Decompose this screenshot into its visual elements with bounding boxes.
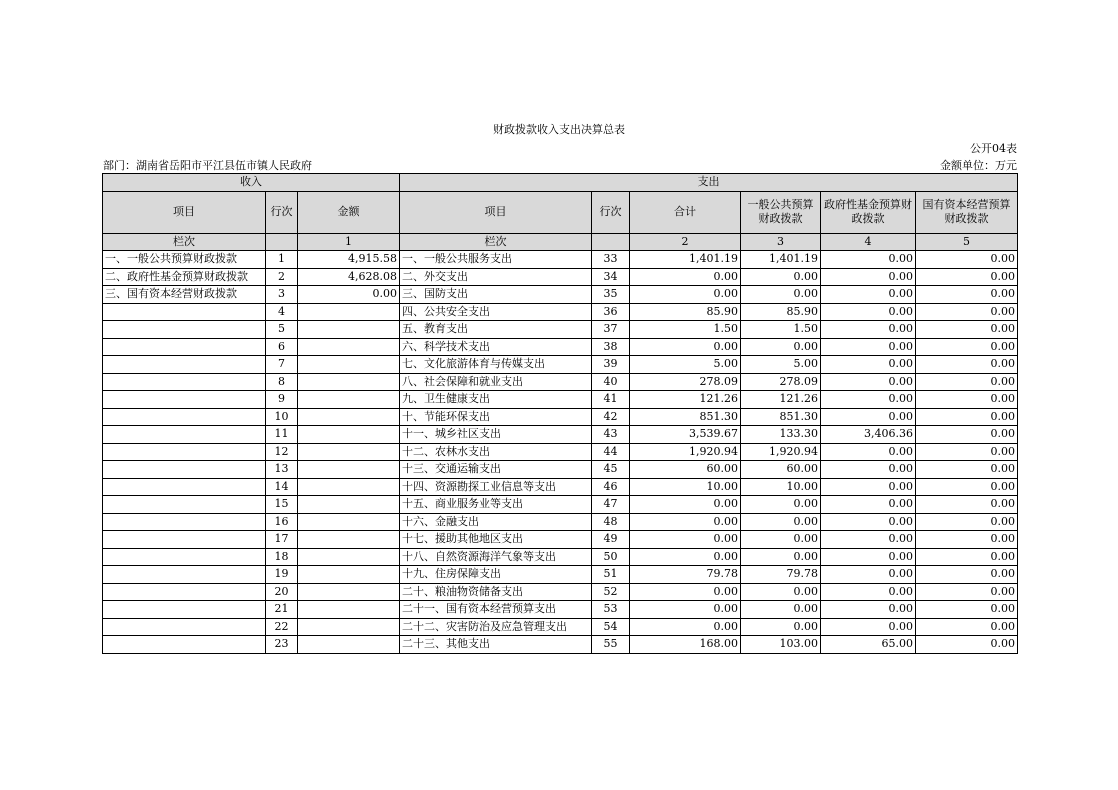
gov-fund-amount: 0.00 <box>821 356 916 374</box>
expense-item: 五、教育支出 <box>400 321 592 339</box>
income-item <box>103 513 266 531</box>
state-capital-amount: 0.00 <box>916 356 1018 374</box>
state-capital-amount: 0.00 <box>916 566 1018 584</box>
gov-fund-amount: 0.00 <box>821 531 916 549</box>
income-amount: 4,915.58 <box>298 251 400 269</box>
expense-item: 三、国防支出 <box>400 286 592 304</box>
general-budget-amount: 5.00 <box>741 356 821 374</box>
gov-fund-amount: 0.00 <box>821 513 916 531</box>
expense-item: 二十三、其他支出 <box>400 636 592 654</box>
income-line-no: 17 <box>266 531 298 549</box>
state-capital-header: 国有资本经营预算财政拨款 <box>916 191 1018 233</box>
table-row <box>103 531 1018 549</box>
total-amount: 3,539.67 <box>630 426 741 444</box>
state-capital-amount: 0.00 <box>916 408 1018 426</box>
income-amount <box>298 601 400 619</box>
state-capital-amount: 0.00 <box>916 373 1018 391</box>
total-amount: 0.00 <box>630 338 741 356</box>
income-amount <box>298 636 400 654</box>
expense-line-header: 行次 <box>592 191 630 233</box>
budget-table <box>102 173 1018 654</box>
income-line-no: 15 <box>266 496 298 514</box>
table-row <box>103 583 1018 601</box>
expense-item: 十二、农林水支出 <box>400 443 592 461</box>
income-line-no: 9 <box>266 391 298 409</box>
table-row <box>103 356 1018 374</box>
general-budget-amount: 0.00 <box>741 531 821 549</box>
state-capital-amount: 0.00 <box>916 583 1018 601</box>
col-index-5: 5 <box>916 233 1018 251</box>
state-capital-amount: 0.00 <box>916 391 1018 409</box>
gov-fund-header: 政府性基金预算财政拨款 <box>821 191 916 233</box>
col-index-2: 2 <box>630 233 741 251</box>
table-row <box>103 408 1018 426</box>
col-index-3: 3 <box>741 233 821 251</box>
income-line-no: 7 <box>266 356 298 374</box>
state-capital-amount: 0.00 <box>916 461 1018 479</box>
income-item <box>103 566 266 584</box>
expense-line-no: 47 <box>592 496 630 514</box>
total-amount: 10.00 <box>630 478 741 496</box>
general-budget-amount: 60.00 <box>741 461 821 479</box>
department-label: 部门：湖南省岳阳市平江县伍市镇人民政府 <box>103 159 312 172</box>
expense-item: 二十、粮油物资储备支出 <box>400 583 592 601</box>
total-amount: 168.00 <box>630 636 741 654</box>
general-budget-amount: 0.00 <box>741 513 821 531</box>
total-amount: 0.00 <box>630 548 741 566</box>
expense-line-no: 40 <box>592 373 630 391</box>
expense-line-no: 41 <box>592 391 630 409</box>
income-line-no: 3 <box>266 286 298 304</box>
table-row <box>103 548 1018 566</box>
expense-line-no: 33 <box>592 251 630 269</box>
income-amount <box>298 408 400 426</box>
state-capital-amount: 0.00 <box>916 303 1018 321</box>
income-amount <box>298 496 400 514</box>
table-row <box>103 286 1018 304</box>
income-amount-header: 金额 <box>298 191 400 233</box>
table-row <box>103 566 1018 584</box>
gov-fund-amount: 0.00 <box>821 566 916 584</box>
income-line-no: 13 <box>266 461 298 479</box>
income-item <box>103 391 266 409</box>
col-index-blank <box>266 233 298 251</box>
expense-item: 十六、金融支出 <box>400 513 592 531</box>
income-item <box>103 303 266 321</box>
gov-fund-amount: 0.00 <box>821 268 916 286</box>
table-body <box>103 251 1018 654</box>
total-amount: 121.26 <box>630 391 741 409</box>
expense-line-no: 38 <box>592 338 630 356</box>
total-amount: 5.00 <box>630 356 741 374</box>
total-amount: 1,920.94 <box>630 443 741 461</box>
expense-item: 十八、自然资源海洋气象等支出 <box>400 548 592 566</box>
expense-item: 二十二、灾害防治及应急管理支出 <box>400 618 592 636</box>
expense-line-no: 53 <box>592 601 630 619</box>
income-amount <box>298 321 400 339</box>
expense-line-no: 42 <box>592 408 630 426</box>
header-row-columns <box>103 191 1018 233</box>
total-amount: 1,401.19 <box>630 251 741 269</box>
expense-line-no: 45 <box>592 461 630 479</box>
gov-fund-amount: 0.00 <box>821 461 916 479</box>
gov-fund-amount: 65.00 <box>821 636 916 654</box>
table-row <box>103 636 1018 654</box>
expense-item: 九、卫生健康支出 <box>400 391 592 409</box>
general-budget-amount: 85.90 <box>741 303 821 321</box>
gov-fund-amount: 0.00 <box>821 443 916 461</box>
expense-item: 六、科学技术支出 <box>400 338 592 356</box>
income-item <box>103 531 266 549</box>
table-row <box>103 303 1018 321</box>
table-row <box>103 478 1018 496</box>
col-label-expense: 栏次 <box>400 233 592 251</box>
general-budget-amount: 0.00 <box>741 601 821 619</box>
expense-line-no: 52 <box>592 583 630 601</box>
general-budget-amount: 0.00 <box>741 583 821 601</box>
income-amount: 4,628.08 <box>298 268 400 286</box>
income-amount <box>298 513 400 531</box>
report-title: 财政拨款收入支出决算总表 <box>493 123 625 136</box>
expense-line-no: 37 <box>592 321 630 339</box>
general-budget-amount: 0.00 <box>741 548 821 566</box>
state-capital-amount: 0.00 <box>916 496 1018 514</box>
state-capital-amount: 0.00 <box>916 443 1018 461</box>
income-item <box>103 496 266 514</box>
income-amount <box>298 566 400 584</box>
general-budget-amount: 133.30 <box>741 426 821 444</box>
gov-fund-amount: 0.00 <box>821 548 916 566</box>
income-line-no: 1 <box>266 251 298 269</box>
state-capital-amount: 0.00 <box>916 531 1018 549</box>
general-budget-amount: 1,920.94 <box>741 443 821 461</box>
general-budget-amount: 10.00 <box>741 478 821 496</box>
income-amount <box>298 303 400 321</box>
general-budget-amount: 851.30 <box>741 408 821 426</box>
total-amount: 1.50 <box>630 321 741 339</box>
general-budget-amount: 0.00 <box>741 338 821 356</box>
expense-line-no: 43 <box>592 426 630 444</box>
income-amount <box>298 373 400 391</box>
table-row <box>103 338 1018 356</box>
gov-fund-amount: 0.00 <box>821 286 916 304</box>
income-item <box>103 601 266 619</box>
table-row <box>103 461 1018 479</box>
gov-fund-amount: 3,406.36 <box>821 426 916 444</box>
income-item <box>103 636 266 654</box>
income-item <box>103 373 266 391</box>
expense-line-no: 44 <box>592 443 630 461</box>
table-row <box>103 391 1018 409</box>
total-amount: 0.00 <box>630 601 741 619</box>
col-index-1: 1 <box>298 233 400 251</box>
col-index-4: 4 <box>821 233 916 251</box>
expense-line-no: 35 <box>592 286 630 304</box>
income-item <box>103 461 266 479</box>
expense-item: 十五、商业服务业等支出 <box>400 496 592 514</box>
total-amount: 79.78 <box>630 566 741 584</box>
expense-item: 十一、城乡社区支出 <box>400 426 592 444</box>
income-amount <box>298 443 400 461</box>
state-capital-amount: 0.00 <box>916 338 1018 356</box>
gov-fund-amount: 0.00 <box>821 601 916 619</box>
total-amount: 85.90 <box>630 303 741 321</box>
general-budget-amount: 121.26 <box>741 391 821 409</box>
expense-line-no: 39 <box>592 356 630 374</box>
income-header: 收入 <box>103 174 400 192</box>
total-amount: 0.00 <box>630 513 741 531</box>
col-label-income: 栏次 <box>103 233 266 251</box>
income-line-no: 18 <box>266 548 298 566</box>
expense-header: 支出 <box>400 174 1018 192</box>
state-capital-amount: 0.00 <box>916 478 1018 496</box>
income-item <box>103 338 266 356</box>
expense-item: 四、公共安全支出 <box>400 303 592 321</box>
gov-fund-amount: 0.00 <box>821 583 916 601</box>
gov-fund-amount: 0.00 <box>821 408 916 426</box>
general-budget-amount: 0.00 <box>741 268 821 286</box>
expense-line-no: 36 <box>592 303 630 321</box>
expense-line-no: 55 <box>592 636 630 654</box>
state-capital-amount: 0.00 <box>916 513 1018 531</box>
general-budget-amount: 1,401.19 <box>741 251 821 269</box>
expense-item: 十七、援助其他地区支出 <box>400 531 592 549</box>
income-item <box>103 478 266 496</box>
income-item <box>103 618 266 636</box>
total-amount: 0.00 <box>630 496 741 514</box>
unit-label: 金额单位：万元 <box>940 159 1017 172</box>
income-line-no: 22 <box>266 618 298 636</box>
income-item <box>103 583 266 601</box>
income-amount <box>298 461 400 479</box>
expense-line-no: 54 <box>592 618 630 636</box>
state-capital-amount: 0.00 <box>916 636 1018 654</box>
total-amount: 0.00 <box>630 268 741 286</box>
col-index-blank <box>592 233 630 251</box>
income-amount <box>298 478 400 496</box>
income-amount <box>298 426 400 444</box>
expense-line-no: 34 <box>592 268 630 286</box>
total-amount: 0.00 <box>630 583 741 601</box>
income-item-header: 项目 <box>103 191 266 233</box>
income-amount <box>298 618 400 636</box>
total-amount: 0.00 <box>630 286 741 304</box>
expense-line-no: 46 <box>592 478 630 496</box>
general-budget-amount: 79.78 <box>741 566 821 584</box>
expense-line-no: 49 <box>592 531 630 549</box>
income-line-no: 19 <box>266 566 298 584</box>
total-header: 合计 <box>630 191 741 233</box>
income-line-no: 5 <box>266 321 298 339</box>
income-amount <box>298 356 400 374</box>
income-line-no: 14 <box>266 478 298 496</box>
total-amount: 60.00 <box>630 461 741 479</box>
state-capital-amount: 0.00 <box>916 618 1018 636</box>
income-line-no: 2 <box>266 268 298 286</box>
total-amount: 278.09 <box>630 373 741 391</box>
expense-item-header: 项目 <box>400 191 592 233</box>
expense-item: 一、一般公共服务支出 <box>400 251 592 269</box>
expense-item: 十九、住房保障支出 <box>400 566 592 584</box>
income-amount <box>298 583 400 601</box>
general-budget-amount: 103.00 <box>741 636 821 654</box>
gov-fund-amount: 0.00 <box>821 251 916 269</box>
total-amount: 851.30 <box>630 408 741 426</box>
income-item: 二、政府性基金预算财政拨款 <box>103 268 266 286</box>
expense-line-no: 51 <box>592 566 630 584</box>
total-amount: 0.00 <box>630 618 741 636</box>
header-row-groups <box>103 174 1018 192</box>
table-row <box>103 426 1018 444</box>
state-capital-amount: 0.00 <box>916 268 1018 286</box>
gov-fund-amount: 0.00 <box>821 373 916 391</box>
general-budget-amount: 278.09 <box>741 373 821 391</box>
general-budget-amount: 0.00 <box>741 618 821 636</box>
gov-fund-amount: 0.00 <box>821 338 916 356</box>
expense-item: 十四、资源勘探工业信息等支出 <box>400 478 592 496</box>
expense-line-no: 50 <box>592 548 630 566</box>
table-row <box>103 251 1018 269</box>
income-line-no: 23 <box>266 636 298 654</box>
expense-item: 二十一、国有资本经营预算支出 <box>400 601 592 619</box>
income-amount <box>298 338 400 356</box>
table-row <box>103 443 1018 461</box>
income-item <box>103 443 266 461</box>
income-line-no: 10 <box>266 408 298 426</box>
expense-item: 七、文化旅游体育与传媒支出 <box>400 356 592 374</box>
expense-item: 八、社会保障和就业支出 <box>400 373 592 391</box>
income-item <box>103 321 266 339</box>
table-row <box>103 373 1018 391</box>
income-item <box>103 548 266 566</box>
income-item: 一、一般公共预算财政拨款 <box>103 251 266 269</box>
state-capital-amount: 0.00 <box>916 548 1018 566</box>
expense-item: 十三、交通运输支出 <box>400 461 592 479</box>
income-item: 三、国有资本经营财政拨款 <box>103 286 266 304</box>
income-item <box>103 356 266 374</box>
state-capital-amount: 0.00 <box>916 426 1018 444</box>
income-item <box>103 426 266 444</box>
header-row-col-index <box>103 233 1018 251</box>
table-row <box>103 321 1018 339</box>
income-line-no: 21 <box>266 601 298 619</box>
form-code: 公开04表 <box>970 142 1017 155</box>
gov-fund-amount: 0.00 <box>821 391 916 409</box>
expense-item: 二、外交支出 <box>400 268 592 286</box>
state-capital-amount: 0.00 <box>916 321 1018 339</box>
income-amount <box>298 531 400 549</box>
income-item <box>103 408 266 426</box>
gov-fund-amount: 0.00 <box>821 303 916 321</box>
income-line-no: 11 <box>266 426 298 444</box>
general-budget-amount: 0.00 <box>741 496 821 514</box>
income-line-header: 行次 <box>266 191 298 233</box>
state-capital-amount: 0.00 <box>916 601 1018 619</box>
table-row <box>103 618 1018 636</box>
expense-item: 十、节能环保支出 <box>400 408 592 426</box>
total-amount: 0.00 <box>630 531 741 549</box>
table-row <box>103 601 1018 619</box>
gov-fund-amount: 0.00 <box>821 496 916 514</box>
income-amount <box>298 548 400 566</box>
gov-fund-amount: 0.00 <box>821 618 916 636</box>
table-row <box>103 513 1018 531</box>
gov-fund-amount: 0.00 <box>821 321 916 339</box>
income-line-no: 8 <box>266 373 298 391</box>
gov-fund-amount: 0.00 <box>821 478 916 496</box>
income-line-no: 20 <box>266 583 298 601</box>
state-capital-amount: 0.00 <box>916 286 1018 304</box>
table-row <box>103 496 1018 514</box>
income-amount <box>298 391 400 409</box>
general-budget-header: 一般公共预算财政拨款 <box>741 191 821 233</box>
income-amount: 0.00 <box>298 286 400 304</box>
income-line-no: 16 <box>266 513 298 531</box>
table-row <box>103 268 1018 286</box>
income-line-no: 4 <box>266 303 298 321</box>
general-budget-amount: 0.00 <box>741 286 821 304</box>
income-line-no: 6 <box>266 338 298 356</box>
expense-line-no: 48 <box>592 513 630 531</box>
general-budget-amount: 1.50 <box>741 321 821 339</box>
income-line-no: 12 <box>266 443 298 461</box>
state-capital-amount: 0.00 <box>916 251 1018 269</box>
